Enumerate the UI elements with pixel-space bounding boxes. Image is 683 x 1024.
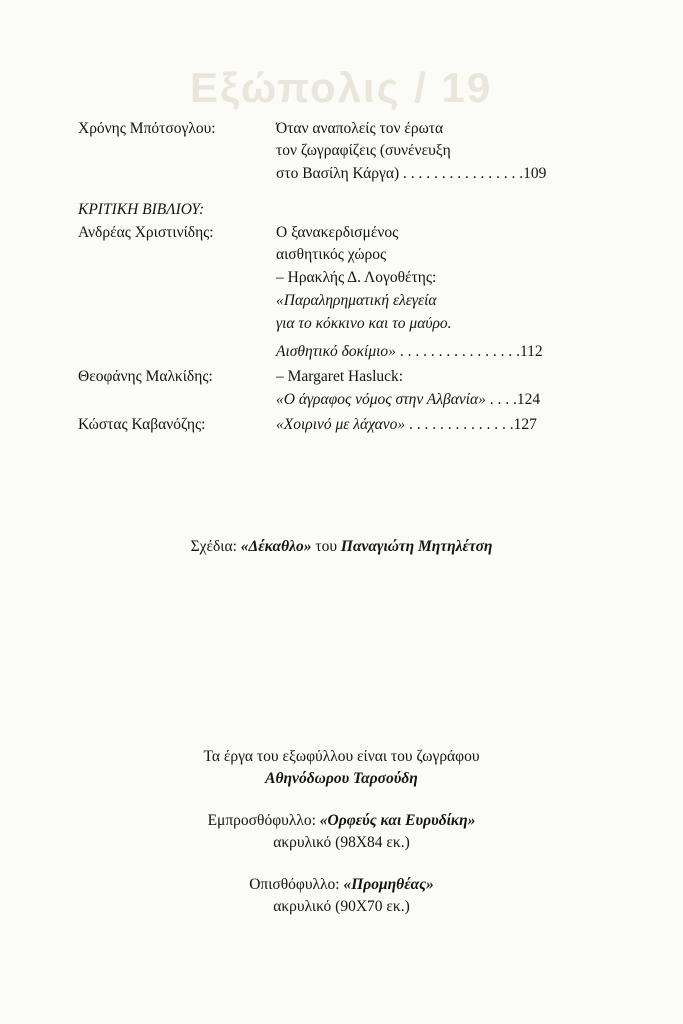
page-leader: . . . . . . . . . . . . . . . .112 [395, 343, 543, 360]
page-leader: . . . .124 [485, 391, 541, 408]
entry-line: Ο ξανακερδισμένος [276, 224, 399, 241]
entry-title-part: Αισθητικό δοκίμιο» [276, 343, 396, 360]
entry-line-with-page [276, 414, 537, 436]
cover-painter: Αθηνόδωρου Ταρσούδη [265, 770, 418, 787]
back-cover-label: Οπισθόφυλλο: [249, 876, 344, 893]
drawings-credit [0, 536, 683, 558]
front-cover-medium: ακρυλικό (98X84 εκ.) [273, 834, 410, 851]
cover-credit-line: Τα έργα του εξωφύλλου είναι του ζωγράφου [203, 748, 480, 765]
author-christinidis: Ανδρέας Χριστινίδης: [78, 224, 214, 241]
drawings-prefix: Σχέδια: [190, 538, 241, 555]
entry-line: – Ηρακλής Δ. Λογοθέτης: [276, 269, 437, 286]
entry-title-part: «Χοιρινό με λάχανο» [276, 416, 406, 433]
entry-line: – Margaret Hasluck: [276, 368, 404, 385]
back-cover-title: «Προμηθέας» [343, 876, 434, 893]
drawings-mid: του [311, 538, 341, 555]
entry-line: για το κόκκινο και το μαύρο. [276, 315, 452, 332]
section-heading-book-review: ΚΡΙΤΙΚΗ ΒΙΒΛΙΟΥ: [78, 201, 205, 218]
bleed-through-title: Εξώπολις / 19 [190, 64, 493, 111]
entry-line: Όταν αναπολείς τον έρωτα [276, 120, 444, 137]
author-malkidis: Θεοφάνης Μαλκίδης: [78, 368, 213, 385]
entry-line: αισθητικός χώρος [276, 246, 387, 263]
back-cover-credit [0, 874, 683, 896]
drawings-artist: Παναγιώτη Μητηλέτση [340, 538, 493, 555]
entry-title-part: «Ο άγραφος νόμος στην Αλβανία» [276, 391, 486, 408]
author-botsoglou: Χρόνης Μπότσογλου: [78, 120, 216, 137]
back-cover-medium: ακρυλικό (90X70 εκ.) [273, 898, 410, 915]
entry-line-with-page [276, 341, 543, 363]
entry-line-with-page [276, 389, 540, 411]
entry-line: «Παραληρηματική ελεγεία [276, 292, 437, 309]
drawings-title: «Δέκαθλο» [240, 538, 312, 555]
author-kavanozis: Κώστας Καβανόζης: [78, 416, 206, 433]
front-cover-label: Εμπροσθόφυλλο: [207, 812, 320, 829]
page-leader: . . . . . . . . . . . . . .127 [405, 416, 537, 433]
front-cover-title: «Ορφεύς και Ευρυδίκη» [319, 812, 476, 829]
entry-line-with-page: στο Βασίλη Κάργα) . . . . . . . . . . . . . . . .109 [276, 165, 547, 182]
entry-line: τον ζωγραφίζεις (συνένευξη [276, 142, 451, 159]
front-cover-credit [0, 810, 683, 832]
